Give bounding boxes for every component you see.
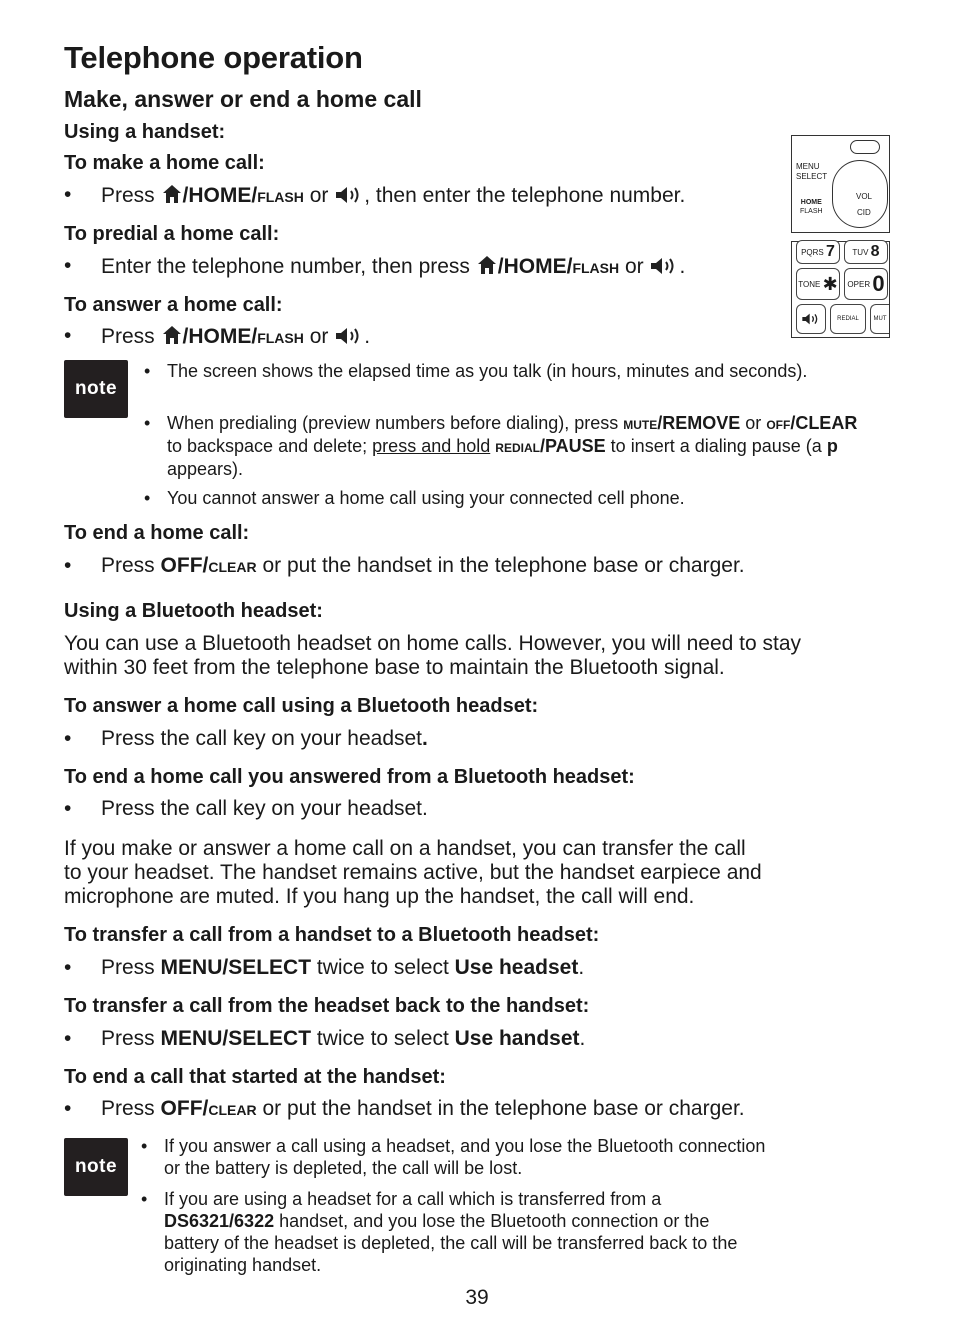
bt-end-heading: To end a home call you answered from a Bluetooth headset: — [64, 766, 635, 788]
make-step: Press /HOME/flash or , then enter the telephone number. — [101, 184, 686, 207]
end2-step: Press OFF/clear or put the handset in the telephone base or charger. — [101, 1097, 745, 1120]
mute-key: MUT — [870, 304, 889, 334]
bt-end-step: Press the call key on your headset. — [101, 797, 428, 820]
key-0: OPER 0 — [844, 268, 888, 300]
bullet: • — [64, 1027, 72, 1050]
note2-bullet-2: • If you are using a headset for a call which is transferred from a DS6321/6322 handset, and you lose the Bluetooth connection or the battery of the headset is depleted, the call will be transferred back to the originating handset. — [141, 1189, 738, 1275]
handset-heading: Using a handset: — [64, 121, 226, 143]
make-heading: To make a home call: — [64, 152, 265, 174]
bt-intro: You can use a Bluetooth headset on home calls. However, you will need to stay within 30 feet from the telephone base to maintain the Bluetooth signal. — [64, 632, 802, 679]
note1-bullet-1: • The screen shows the elapsed time as you talk (in hours, minutes and seconds). — [144, 361, 808, 381]
speaker-icon — [334, 325, 364, 347]
bullet: • — [64, 956, 72, 979]
bullet: • — [64, 797, 72, 820]
end-heading: To end a home call: — [64, 522, 250, 544]
transfer1-step: Press MENU/SELECT twice to select Use headset. — [101, 956, 585, 979]
home-icon — [476, 254, 498, 276]
bt-answer-heading: To answer a home call using a Bluetooth headset: — [64, 695, 539, 717]
predial-heading: To predial a home call: — [64, 223, 280, 245]
earpiece — [850, 140, 880, 154]
keypad-illustration — [791, 241, 890, 338]
page-title: Telephone operation — [64, 40, 363, 75]
cid-label: CID — [857, 208, 871, 217]
speaker-key — [796, 304, 826, 334]
predial-step: Enter the telephone number, then press /HOME/flash or . — [101, 255, 686, 278]
note-icon: note — [64, 1138, 128, 1196]
transfer2-heading: To transfer a call from the headset back to the handset: — [64, 995, 590, 1017]
menu-label: MENU SELECT — [796, 162, 828, 181]
note2-bullet-1: • If you answer a call using a headset, and you lose the Bluetooth connection or the battery is depleted, the call will be lost. — [141, 1136, 766, 1178]
transfer2-step: Press MENU/SELECT twice to select Use handset. — [101, 1027, 586, 1050]
speaker-icon — [649, 255, 679, 277]
key-7: PQRS 7 — [796, 240, 840, 264]
section-title: Make, answer or end a home call — [64, 86, 422, 112]
home-icon — [161, 324, 183, 346]
transfer-paragraph: If you make or answer a home call on a handset, you can transfer the call to your headset. The handset remains active, but the handset earpiece and microphone are muted. If you hang up the handset, the call will end. — [64, 837, 762, 908]
key-star: TONE ✱ — [796, 268, 840, 300]
speaker-icon — [801, 311, 821, 327]
bt-answer-step: Press the call key on your headset. — [101, 727, 428, 750]
redial-key: REDIAL — [830, 304, 866, 334]
home-icon — [161, 183, 183, 205]
bullet: • — [64, 183, 72, 206]
note-icon: note — [64, 360, 128, 418]
bullet: • — [64, 324, 72, 347]
answer-heading: To answer a home call: — [64, 294, 283, 316]
speaker-icon — [334, 184, 364, 206]
vol-label: VOL — [856, 192, 873, 201]
key-8: TUV 8 — [844, 240, 888, 264]
bullet: • — [64, 254, 72, 277]
bullet: • — [64, 727, 72, 750]
home-flash-label: HOME FLASH — [800, 199, 823, 215]
bullet: • — [64, 554, 72, 577]
end2-heading: To end a call that started at the handset: — [64, 1066, 446, 1088]
transfer1-heading: To transfer a call from a handset to a Bluetooth headset: — [64, 924, 600, 946]
bt-heading: Using a Bluetooth headset: — [64, 600, 323, 622]
bullet: • — [64, 1097, 72, 1120]
note1-bullet-2: • When predialing (preview numbers before dialing), press mute/REMOVE or off/CLEAR to backspace and delete; press and hold redial/PAUSE to insert a dialing pause (a p appears). — [144, 413, 858, 479]
page-number: 39 — [465, 1286, 489, 1309]
note1-bullet-3: • You cannot answer a home call using your connected cell phone. — [144, 488, 685, 508]
end-step: Press OFF/clear or put the handset in the telephone base or charger. — [101, 554, 745, 577]
handset-top-illustration — [791, 135, 890, 233]
answer-step: Press /HOME/flash or . — [101, 325, 371, 348]
